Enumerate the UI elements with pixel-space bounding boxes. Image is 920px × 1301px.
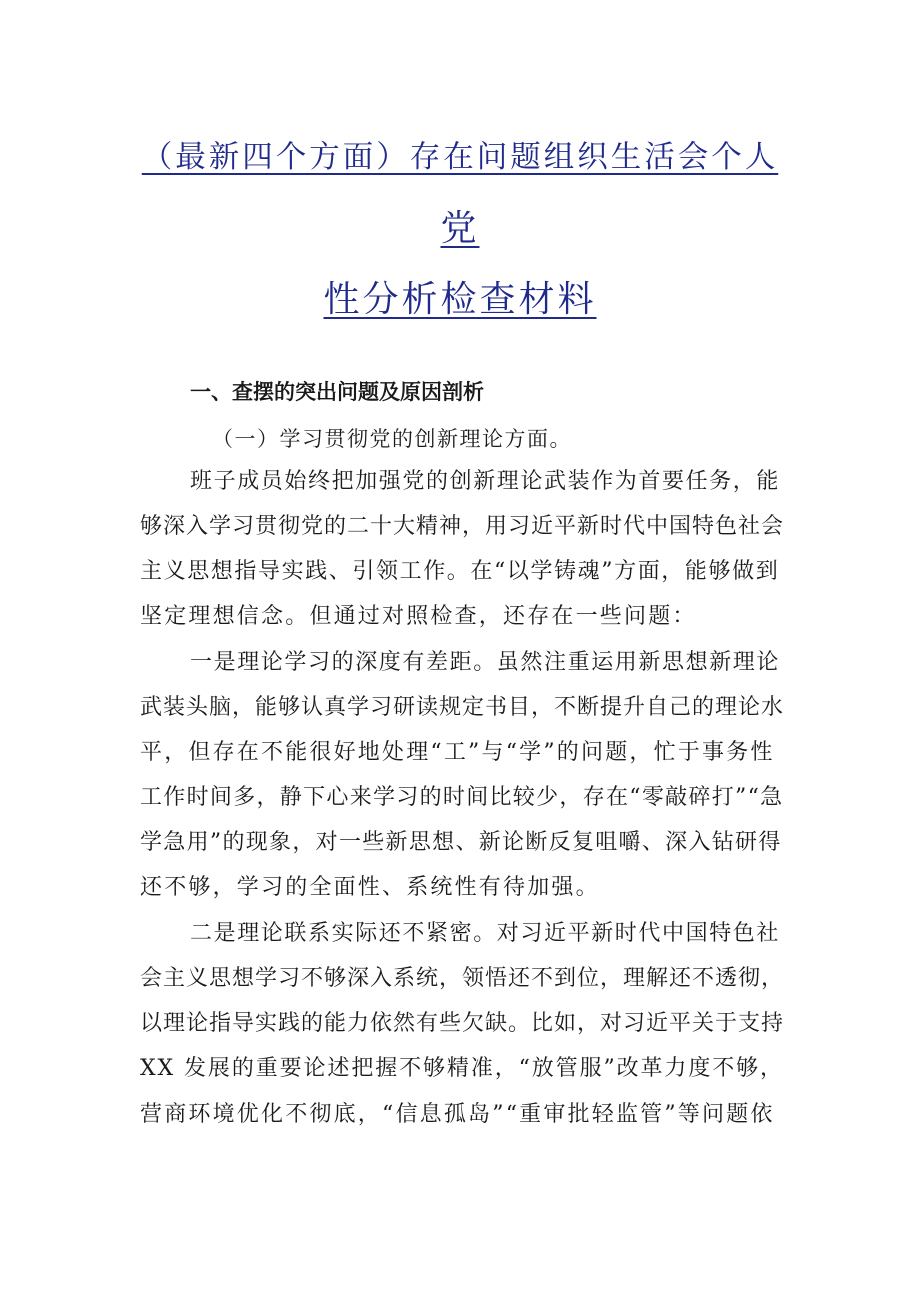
paragraph1-line: 够深入学习贯彻党的二十大精神，用习近平新时代中国特色社会 [140, 514, 785, 539]
paragraph1-line: 主义思想指导实践、引领工作。在“以学铸魂”方面，能够做到 [140, 559, 780, 584]
paragraph2-line: 平，但存在不能很好地处理“工”与“学”的问题，忙于事务性 [140, 740, 775, 765]
title-text-2: 党 [440, 208, 480, 249]
section-heading: 一、查摆的突出问题及原因剖析 [190, 380, 484, 404]
paragraph1-line: 班子成员始终把加强党的创新理论武装作为首要任务，能 [190, 469, 781, 494]
title-text-3: 性分析检查材料 [323, 279, 597, 320]
paragraph1-line: 坚定理想信念。但通过对照检查，还存在一些问题： [140, 604, 697, 629]
paragraph3-line: 以理论指导实践的能力依然有些欠缺。比如，对习近平关于支持 [140, 1011, 785, 1036]
document-title-line-3 [0, 278, 920, 322]
paragraph3-line: XX 发展的重要论述把握不够精准，“放管服”改革力度不够， [140, 1056, 784, 1081]
paragraph2-line: 学急用”的现象，对一些新思想、新论断反复咀嚼、深入钻研得 [140, 830, 782, 855]
paragraph2-line: 武装头脑，能够认真学习研读规定书目，不断提升自己的理论水 [140, 695, 785, 720]
paragraph3-line: 会主义思想学习不够深入系统，领悟还不到位，理解还不透彻， [140, 966, 785, 991]
document-title-line-2 [0, 207, 920, 251]
title-text-1: （最新四个方面）存在问题组织生活会个人 [141, 140, 779, 175]
document-title-line-1 [0, 134, 920, 180]
paragraph2-line: 一是理论学习的深度有差距。虽然注重运用新思想新理论 [190, 650, 781, 675]
paragraph2-line: 工作时间多，静下心来学习的时间比较少，存在“零敲碎打”“急 [140, 785, 784, 810]
paragraph2-line: 还不够，学习的全面性、系统性有待加强。 [140, 875, 600, 900]
subsection-heading: （一）学习贯彻党的创新理论方面。 [212, 427, 572, 451]
paragraph3-line: 营商环境优化不彻底，“信息孤岛”“重审批轻监管”等问题依 [140, 1102, 775, 1127]
paragraph3-line: 二是理论联系实际还不紧密。对习近平新时代中国特色社 [190, 921, 781, 946]
